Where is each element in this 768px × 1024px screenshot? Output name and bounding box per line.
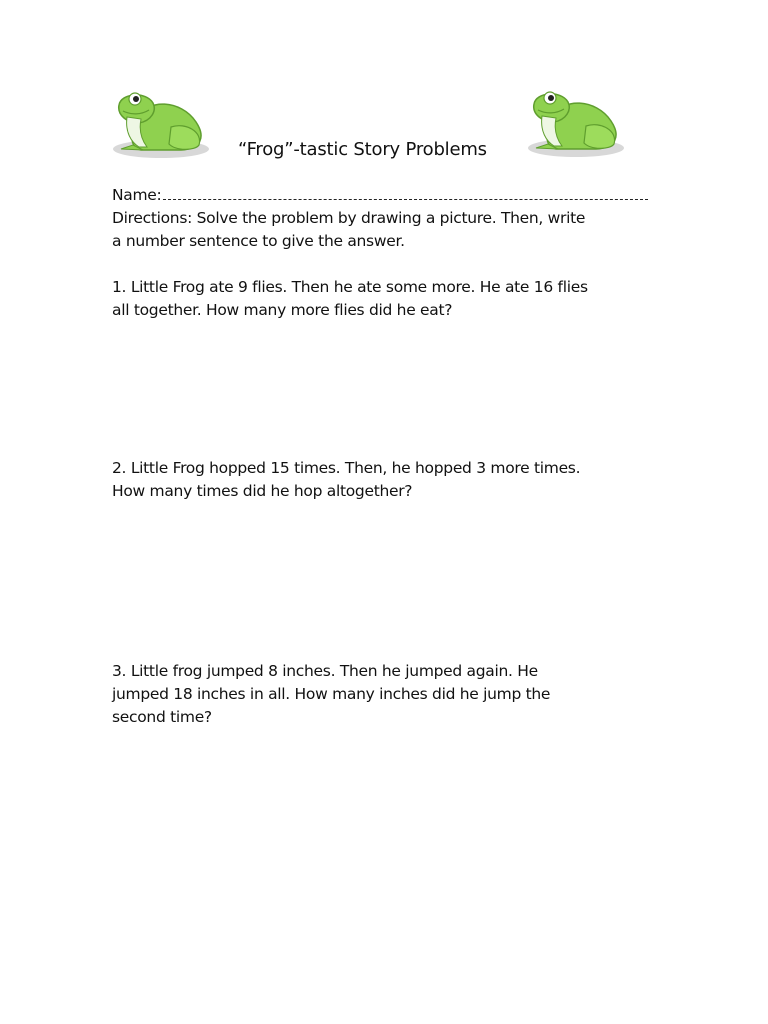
problem-1 <box>112 276 588 322</box>
problem-line: second time? <box>112 708 212 726</box>
frog-right-icon <box>526 86 626 158</box>
page-title: “Frog”-tastic Story Problems <box>238 139 487 160</box>
name-field[interactable] <box>112 184 648 207</box>
problem-line: How many times did he hop altogether? <box>112 482 413 500</box>
problem-3 <box>112 660 550 729</box>
name-label: Name: <box>112 186 162 204</box>
problem-line: 3. Little frog jumped 8 inches. Then he jumped again. He <box>112 662 538 680</box>
name-blank-line[interactable] <box>163 185 648 200</box>
frog-left-icon <box>111 87 211 159</box>
directions <box>112 207 585 253</box>
problem-2 <box>112 457 580 503</box>
problem-line: all together. How many more flies did he eat? <box>112 301 453 319</box>
problem-line: 2. Little Frog hopped 15 times. Then, he hopped 3 more times. <box>112 459 581 477</box>
problem-line: 1. Little Frog ate 9 flies. Then he ate some more. He ate 16 flies <box>112 278 588 296</box>
directions-line: a number sentence to give the answer. <box>112 232 405 250</box>
problem-line: jumped 18 inches in all. How many inches did he jump the <box>112 685 551 703</box>
directions-line: Directions: Solve the problem by drawing a picture. Then, write <box>112 209 586 227</box>
